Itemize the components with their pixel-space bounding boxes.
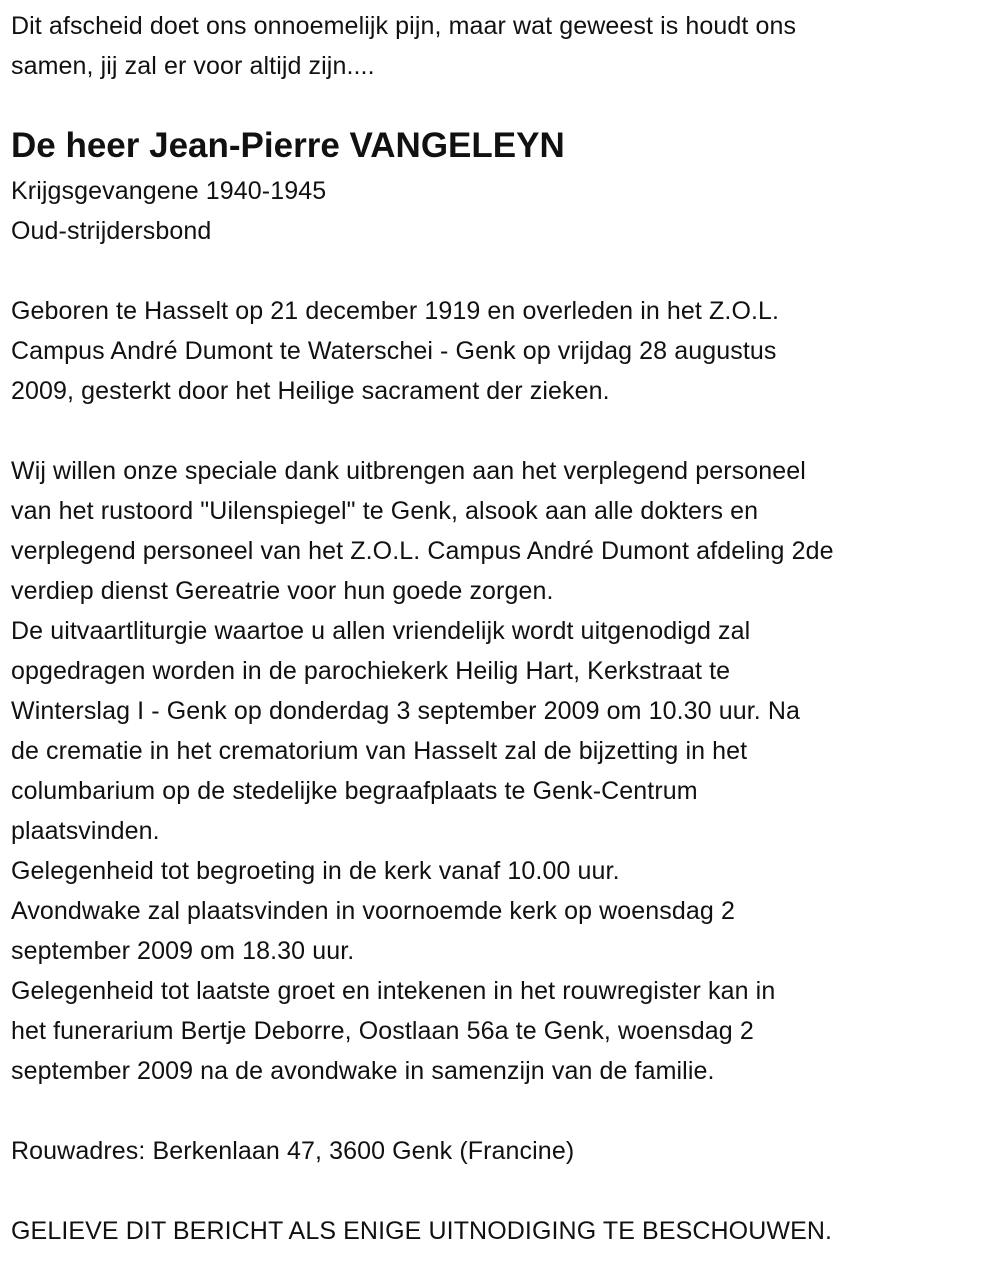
deceased-name-title: De heer Jean-Pierre VANGELEYN <box>11 126 565 165</box>
paragraph-line: verplegend personeel van het Z.O.L. Campus André Dumont afdeling 2de <box>11 537 834 565</box>
subtitle-line: Oud-strijdersbond <box>11 217 212 245</box>
paragraph-line: het funerarium Bertje Deborre, Oostlaan 56a te Genk, woensdag 2 <box>11 1017 754 1045</box>
intro-quote <box>11 6 989 86</box>
paragraph-line: de crematie in het crematorium van Hasselt zal de bijzetting in het <box>11 737 748 765</box>
paragraph-line: verdiep dienst Gereatrie voor hun goede zorgen. <box>11 577 554 605</box>
spacer <box>11 411 989 451</box>
paragraph-line: Avondwake zal plaatsvinden in voornoemde kerk op woensdag 2 <box>11 897 735 925</box>
paragraph-line: Wij willen onze speciale dank uitbrengen aan het verplegend personeel <box>11 457 806 485</box>
spacer <box>11 1171 989 1211</box>
paragraph-line: september 2009 om 18.30 uur. <box>11 937 355 965</box>
mourning-address: Rouwadres: Berkenlaan 47, 3600 Genk (Francine) <box>11 1137 575 1165</box>
paragraph-line: Gelegenheid tot begroeting in de kerk vanaf 10.00 uur. <box>11 857 620 885</box>
intro-line: Dit afscheid doet ons onnoemelijk pijn, maar wat geweest is houdt ons <box>11 12 797 40</box>
paragraph-line: 2009, gesterkt door het Heilige sacrament der zieken. <box>11 377 610 405</box>
paragraph-line: columbarium op de stedelijke begraafplaats te Genk-Centrum <box>11 777 698 805</box>
closing-notice: GELIEVE DIT BERICHT ALS ENIGE UITNODIGING TE BESCHOUWEN. <box>11 1217 833 1245</box>
intro-line: samen, jij zal er voor altijd zijn.... <box>11 52 375 80</box>
paragraph-line: Geboren te Hasselt op 21 december 1919 en overleden in het Z.O.L. <box>11 297 780 325</box>
paragraph-line: Winterslag I - Genk op donderdag 3 september 2009 om 10.30 uur. Na <box>11 697 801 725</box>
paragraph-line: Gelegenheid tot laatste groet en intekenen in het rouwregister kan in <box>11 977 776 1005</box>
spacer <box>11 251 989 291</box>
subtitle-line: Krijgsgevangene 1940-1945 <box>11 177 327 205</box>
body-paragraph <box>11 451 989 1091</box>
subtitles <box>11 171 989 251</box>
paragraph-line: plaatsvinden. <box>11 817 160 845</box>
paragraph-line: De uitvaartliturgie waartoe u allen vriendelijk wordt uitgenodigd zal <box>11 617 751 645</box>
birth-death-paragraph <box>11 291 989 411</box>
paragraph-line: Campus André Dumont te Waterschei - Genk op vrijdag 28 augustus <box>11 337 777 365</box>
paragraph-line: van het rustoord "Uilenspiegel" te Genk, alsook aan alle dokters en <box>11 497 759 525</box>
spacer <box>11 1091 989 1131</box>
paragraph-line: opgedragen worden in de parochiekerk Heilig Hart, Kerkstraat te <box>11 657 731 685</box>
paragraph-line: september 2009 na de avondwake in samenzijn van de familie. <box>11 1057 715 1085</box>
